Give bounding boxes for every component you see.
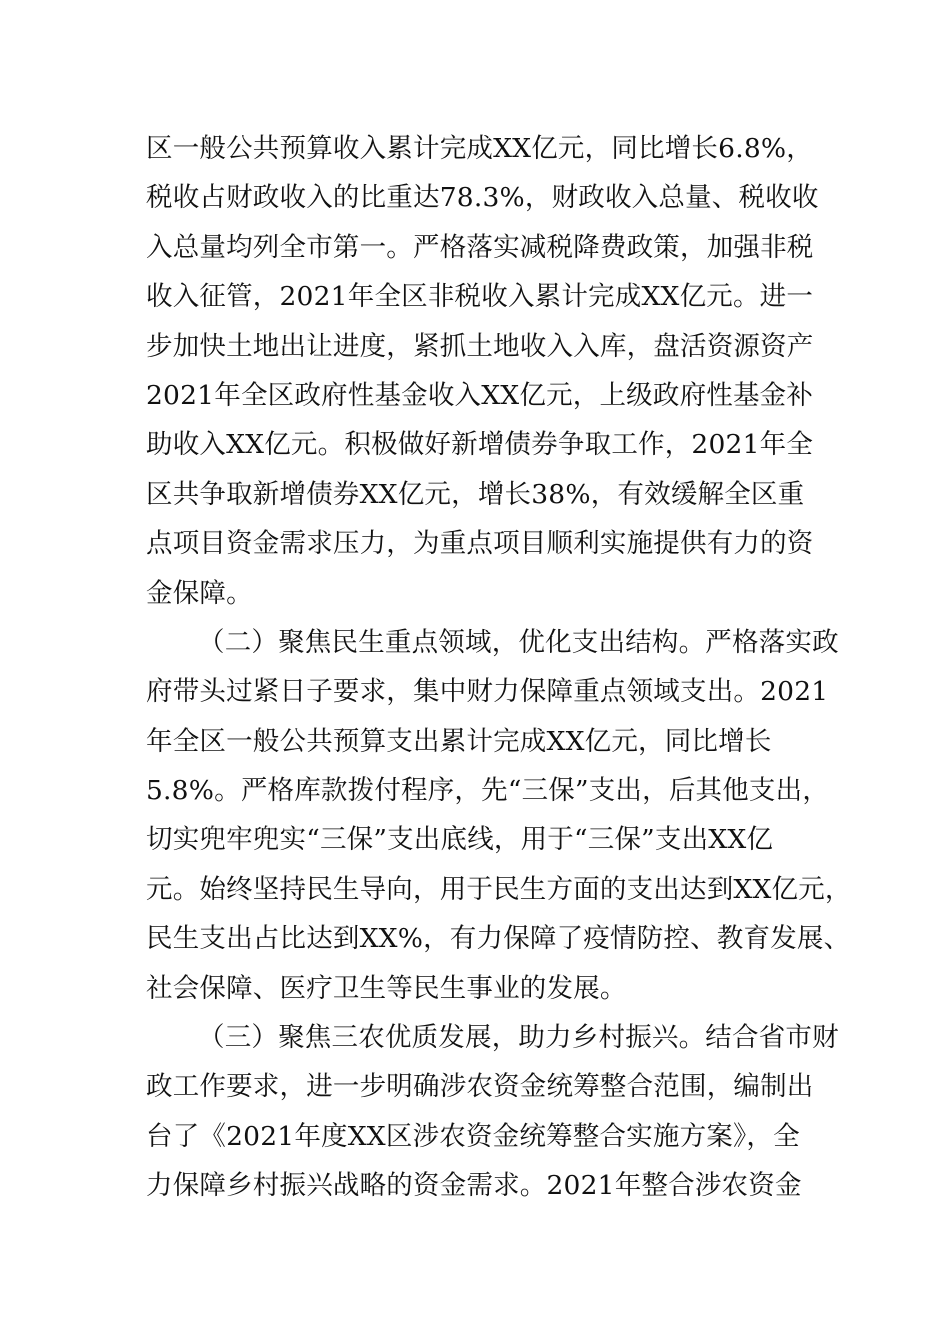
text-line: 力保障乡村振兴战略的资金需求。2021年整合涉农资金 [146,1170,802,1202]
text-line: 入总量均列全市第一。严格落实减税降费政策，加强非税 [146,231,814,263]
text-line: 台了《2021年度XX区涉农资金统筹整合实施方案》，全 [146,1120,800,1152]
paragraph-heading-line: （三）聚焦三农优质发展，助力乡村振兴。结合省市财 [198,1022,839,1054]
text-line: 区一般公共预算收入累计完成XX亿元，同比增长6.8%， [146,133,813,164]
text-line: 府带头过紧日子要求，集中财力保障重点领域支出。2021 [146,676,829,708]
text-line: 政工作要求，进一步明确涉农资金统筹整合范围，编制出 [146,1071,814,1103]
text-line: 点项目资金需求压力，为重点项目顺利实施提供有力的资 [146,528,814,560]
text-line: 民生支出占比达到XX%，有力保障了疫情防控、教育发展、 [146,923,851,955]
text-line: 金保障。 [146,577,253,609]
text-line: 区共争取新增债券XX亿元，增长38%，有效缓解全区重 [146,478,805,510]
text-line: 税收占财政收入的比重达78.3%，财政收入总量、税收收 [146,182,819,214]
text-line: 5.8%。严格库款拨付程序，先“三保”支出，后其他支出， [146,775,830,807]
text-line: 助收入XX亿元。积极做好新增债券争取工作，2021年全 [146,429,814,461]
paragraph-heading-line: （二）聚焦民生重点领域，优化支出结构。严格落实政 [198,626,839,658]
text-line: 年全区一般公共预算支出累计完成XX亿元，同比增长 [146,725,772,757]
text-line: 切实兜牢兜实“三保”支出底线，用于“三保”支出XX亿 [146,824,774,856]
text-line: 元。始终坚持民生导向，用于民生方面的支出达到XX亿元， [146,873,852,905]
text-line: 步加快土地出让进度，紧抓土地收入入库，盘活资源资产 [146,330,814,362]
document-body [146,124,852,1211]
text-line: 2021年全区政府性基金收入XX亿元，上级政府性基金补 [146,379,814,411]
text-line: 收入征管，2021年全区非税收入累计完成XX亿元。进一 [146,281,814,313]
text-line: 社会保障、医疗卫生等民生事业的发展。 [146,972,627,1004]
